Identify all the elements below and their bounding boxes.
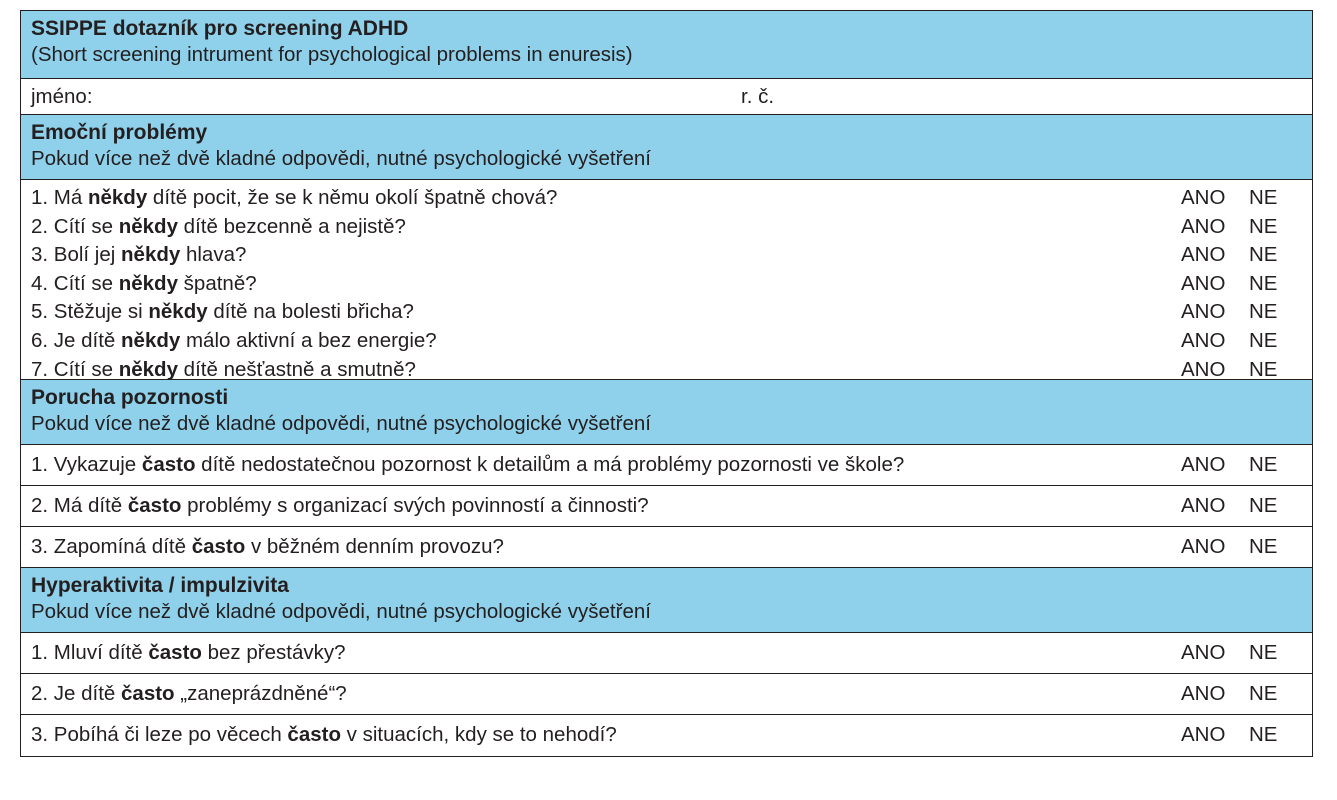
question-text: 1. Mluví dítě často bez přestávky? xyxy=(31,641,346,664)
answer-yes-option[interactable]: ANO xyxy=(1181,494,1226,517)
question-text: 2. Je dítě často „zaneprázdněné“? xyxy=(31,682,347,705)
question-row xyxy=(21,184,1312,213)
section-title: Porucha pozornosti xyxy=(31,386,229,409)
answer-yes-option[interactable]: ANO xyxy=(1181,186,1226,209)
question-row xyxy=(21,486,1312,527)
answer-no-option[interactable]: NE xyxy=(1249,271,1278,295)
section-title: Hyperaktivita / impulzivita xyxy=(31,574,289,597)
answer-no-option[interactable]: NE xyxy=(1249,300,1278,324)
answer-yes-option[interactable]: ANO xyxy=(1181,641,1226,664)
answer-no-option[interactable]: NE xyxy=(1249,641,1278,664)
question-text: 2. Cítí se někdy dítě bezcenně a nejistě? xyxy=(31,214,406,238)
question-row xyxy=(21,715,1312,756)
answer-yes-option[interactable]: ANO xyxy=(1181,723,1226,746)
answer-no-option[interactable]: NE xyxy=(1249,328,1278,352)
birth-number-label: r. č. xyxy=(741,85,775,108)
section-header-hyperactivity xyxy=(21,568,1312,633)
question-row xyxy=(21,527,1312,568)
question-text: 3. Zapomíná dítě často v běžném denním provozu? xyxy=(31,535,504,558)
form-title: SSIPPE dotazník pro screening ADHD xyxy=(31,17,409,40)
answer-yes-option[interactable]: ANO xyxy=(1181,214,1226,238)
question-text: 3. Bolí jej někdy hlava? xyxy=(31,243,247,267)
question-text: 5. Stěžuje si někdy dítě na bolesti břicha? xyxy=(31,300,414,324)
question-row xyxy=(21,241,1312,270)
question-text: 4. Cítí se někdy špatně? xyxy=(31,271,257,295)
question-text: 3. Pobíhá či leze po věcech často v situacích, kdy se to nehodí? xyxy=(31,723,617,746)
question-text: 1. Vykazuje často dítě nedostatečnou pozornost k detailům a má problémy pozornosti ve škole? xyxy=(31,453,905,476)
answer-yes-option[interactable]: ANO xyxy=(1181,453,1226,476)
answer-no-option[interactable]: NE xyxy=(1249,186,1278,209)
section-header-attention xyxy=(21,380,1312,445)
question-text: 7. Cítí se někdy dítě nešťastně a smutně? xyxy=(31,357,416,381)
answer-no-option[interactable]: NE xyxy=(1249,243,1278,267)
question-row xyxy=(21,445,1312,486)
answer-yes-option[interactable]: ANO xyxy=(1181,271,1226,295)
question-text: 2. Má dítě často problémy s organizací svých povinností a činnosti? xyxy=(31,494,649,517)
answer-no-option[interactable]: NE xyxy=(1249,723,1278,746)
answer-no-option[interactable]: NE xyxy=(1249,214,1278,238)
question-row xyxy=(21,213,1312,242)
answer-no-option[interactable]: NE xyxy=(1249,494,1278,517)
form-subtitle: (Short screening intrument for psychological problems in enuresis) xyxy=(31,43,633,66)
answer-no-option[interactable]: NE xyxy=(1249,682,1278,705)
question-row xyxy=(21,270,1312,299)
question-text: 1. Má někdy dítě pocit, že se k němu okolí špatně chová? xyxy=(31,186,558,209)
section-header-emotional xyxy=(21,115,1312,180)
adhd-screening-form xyxy=(20,10,1313,757)
identity-row xyxy=(21,79,1312,115)
section-title: Emoční problémy xyxy=(31,121,208,144)
section-note: Pokud více než dvě kladné odpovědi, nutné psychologické vyšetření xyxy=(31,412,651,435)
form-header xyxy=(21,11,1312,79)
answer-yes-option[interactable]: ANO xyxy=(1181,535,1226,558)
question-row xyxy=(21,674,1312,715)
question-row xyxy=(21,298,1312,327)
answer-no-option[interactable]: NE xyxy=(1249,357,1278,381)
answer-yes-option[interactable]: ANO xyxy=(1181,328,1226,352)
section-note: Pokud více než dvě kladné odpovědi, nutné psychologické vyšetření xyxy=(31,600,651,623)
answer-yes-option[interactable]: ANO xyxy=(1181,243,1226,267)
answer-yes-option[interactable]: ANO xyxy=(1181,357,1226,381)
answer-no-option[interactable]: NE xyxy=(1249,453,1278,476)
answer-no-option[interactable]: NE xyxy=(1249,535,1278,558)
answer-yes-option[interactable]: ANO xyxy=(1181,300,1226,324)
question-row xyxy=(21,327,1312,356)
question-row xyxy=(21,633,1312,674)
name-label: jméno: xyxy=(31,85,93,108)
question-row xyxy=(21,356,1312,385)
section-note: Pokud více než dvě kladné odpovědi, nutné psychologické vyšetření xyxy=(31,147,651,170)
question-text: 6. Je dítě někdy málo aktivní a bez energie? xyxy=(31,328,437,352)
question-block-emotional xyxy=(21,180,1312,380)
answer-yes-option[interactable]: ANO xyxy=(1181,682,1226,705)
